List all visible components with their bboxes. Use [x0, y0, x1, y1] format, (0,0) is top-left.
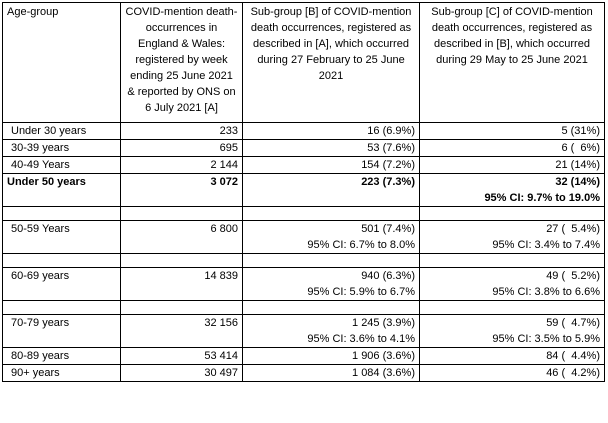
cell-col-a: 32 156 [121, 315, 243, 348]
confidence-interval: 95% CI: 3.5% to 5.9% [492, 333, 600, 345]
row-label: 90+ years [3, 365, 121, 382]
cell-col-a: 695 [121, 140, 243, 157]
row-label: Under 50 years [3, 174, 121, 207]
confidence-interval: 95% CI: 3.4% to 7.4% [492, 239, 600, 251]
cell-col-b: 16 (6.9%) [243, 123, 420, 140]
header-col-c: Sub-group [C] of COVID-mention death occurrences, registered as described in [B], which occurred during 29 May to 25 June 2021 [420, 3, 605, 123]
cell-col-a: 14 839 [121, 268, 243, 301]
covid-deaths-table-container [2, 2, 605, 382]
confidence-interval: 95% CI: 5.9% to 6.7% [307, 286, 415, 298]
cell-value: 27 ( 5.4%) [546, 223, 600, 235]
cell-col-a: 6 800 [121, 221, 243, 254]
cell-value: 59 ( 4.7%) [546, 317, 600, 329]
cell-col-c [420, 268, 605, 301]
cell-col-b: 53 (7.6%) [243, 140, 420, 157]
spacer-row [3, 207, 605, 221]
cell-col-b: 154 (7.2%) [243, 157, 420, 174]
cell-col-c: 84 ( 4.4%) [420, 348, 605, 365]
header-col-a: COVID-mention death-occurrences in England & Wales: registered by week ending 25 June 2021 & reported by ONS on 6 July 2021 [A] [121, 3, 243, 123]
table-row [3, 157, 605, 174]
cell-col-b [243, 315, 420, 348]
header-age-group: Age-group [3, 3, 121, 123]
cell-col-a: 2 144 [121, 157, 243, 174]
header-row [3, 3, 605, 123]
cell-col-b: 1 084 (3.6%) [243, 365, 420, 382]
cell-col-c: 5 (31%) [420, 123, 605, 140]
row-label: 30-39 years [3, 140, 121, 157]
cell-value: 49 ( 5.2%) [546, 270, 600, 282]
spacer-row [3, 301, 605, 315]
table-row [3, 348, 605, 365]
cell-col-b [243, 268, 420, 301]
table-row [3, 365, 605, 382]
cell-col-a: 30 497 [121, 365, 243, 382]
cell-col-c: 46 ( 4.2%) [420, 365, 605, 382]
cell-col-c [420, 315, 605, 348]
cell-col-a: 3 072 [121, 174, 243, 207]
cell-col-c: 6 ( 6%) [420, 140, 605, 157]
cell-col-a: 53 414 [121, 348, 243, 365]
cell-col-b [243, 221, 420, 254]
cell-value: 1 245 (3.9%) [352, 317, 415, 329]
row-label: 80-89 years [3, 348, 121, 365]
row-label: 50-59 Years [3, 221, 121, 254]
row-label: 40-49 Years [3, 157, 121, 174]
table-row [3, 315, 605, 348]
cell-value: 32 (14%) [555, 176, 600, 188]
row-label: Under 30 years [3, 123, 121, 140]
table-row [3, 140, 605, 157]
spacer-row [3, 254, 605, 268]
row-label: 60-69 years [3, 268, 121, 301]
row-label: 70-79 years [3, 315, 121, 348]
confidence-interval: 95% CI: 3.6% to 4.1% [307, 333, 415, 345]
cell-col-c [420, 221, 605, 254]
cell-col-a: 233 [121, 123, 243, 140]
confidence-interval: 95% CI: 6.7% to 8.0% [307, 239, 415, 251]
cell-value: 501 (7.4%) [361, 223, 415, 235]
cell-value: 940 (6.3%) [361, 270, 415, 282]
confidence-interval: 95% CI: 9.7% to 19.0% [484, 192, 600, 204]
cell-col-b: 223 (7.3%) [243, 174, 420, 207]
covid-deaths-table [2, 2, 605, 382]
table-row-under-50 [3, 174, 605, 207]
cell-col-c [420, 174, 605, 207]
header-col-b: Sub-group [B] of COVID-mention death occurrences, registered as described in [A], which occurred during 27 February to 25 June 2021 [243, 3, 420, 123]
cell-col-c: 21 (14%) [420, 157, 605, 174]
table-row [3, 268, 605, 301]
table-row [3, 221, 605, 254]
table-row [3, 123, 605, 140]
confidence-interval: 95% CI: 3.8% to 6.6% [492, 286, 600, 298]
cell-col-b: 1 906 (3.6%) [243, 348, 420, 365]
